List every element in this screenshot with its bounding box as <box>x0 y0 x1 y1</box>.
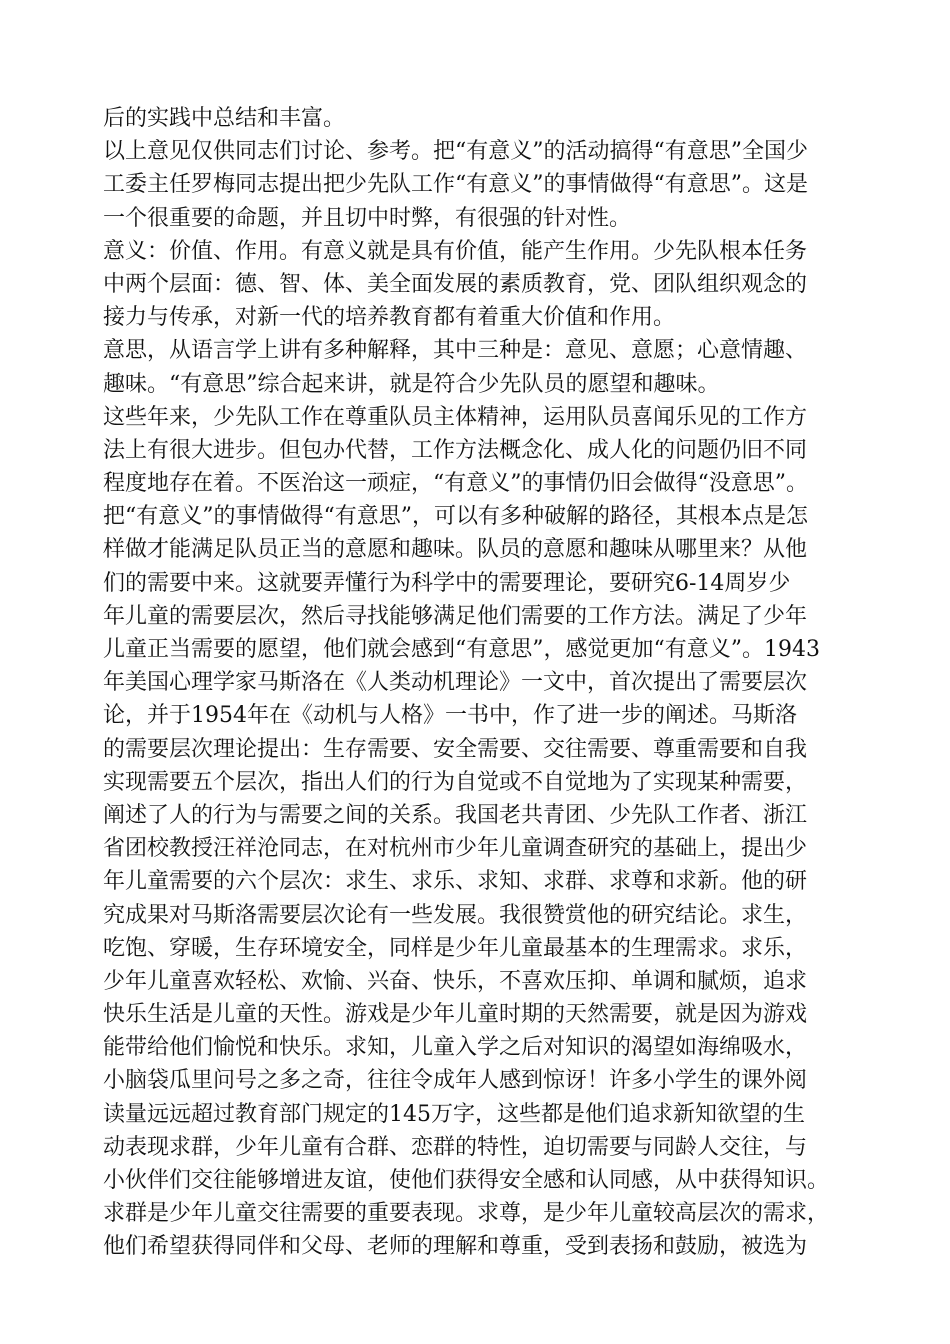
text-line: 接力与传承，对新一代的培养教育都有着重大价值和作用。 <box>103 305 676 331</box>
text-line: 工委主任罗梅同志提出把少先队工作“有意义”的事情做得“有意思”。这是 <box>103 172 808 198</box>
text-line: 意义：价值、作用。有意义就是具有价值，能产生作用。少先队根本任务 <box>103 238 808 264</box>
text-line: 程度地存在着。不医治这一顽症，“有意义”的事情仍旧会做得“没意思”。 <box>103 471 808 497</box>
text-line: 们的需要中来。这就要弄懂行为科学中的需要理论，要研究6-14周岁少 <box>103 570 791 596</box>
text-line: 年儿童需要的六个层次：求生、求乐、求知、求群、求尊和求新。他的研 <box>103 869 808 895</box>
text-line: 阐述了人的行为与需要之间的关系。我国老共青团、少先队工作者、浙江 <box>103 802 808 828</box>
text-line: 他们希望获得同伴和父母、老师的理解和尊重，受到表扬和鼓励，被选为 <box>103 1234 808 1260</box>
text-line: 以上意见仅供同志们讨论、参考。把“有意义”的活动搞得“有意思”全国少 <box>103 139 808 165</box>
text-line: 动表现求群，少年儿童有合群、恋群的特性，迫切需要与同龄人交往，与 <box>103 1134 808 1160</box>
text-line: 读量远远超过教育部门规定的145万字，这些都是他们追求新知欲望的生 <box>103 1101 805 1127</box>
text-line: 一个很重要的命题，并且切中时弊，有很强的针对性。 <box>103 205 632 231</box>
text-line: 小脑袋瓜里问号之多之奇，往往令成年人感到惊讶！许多小学生的课外阅 <box>103 1068 808 1094</box>
text-line: 论，并于1954年在《动机与人格》一书中，作了进一步的阐述。马斯洛 <box>103 703 797 729</box>
text-line: 快乐生活是儿童的天性。游戏是少年儿童时期的天然需要，就是因为游戏 <box>103 1002 808 1028</box>
text-line: 法上有很大进步。但包办代替，工作方法概念化、成人化的问题仍旧不同 <box>103 437 808 463</box>
text-line: 趣味。“有意思”综合起来讲，就是符合少先队员的愿望和趣味。 <box>103 371 720 397</box>
text-line: 小伙伴们交往能够增进友谊，使他们获得安全感和认同感，从中获得知识。 <box>103 1168 830 1193</box>
text-line: 的需要层次理论提出：生存需要、安全需要、交往需要、尊重需要和自我 <box>103 736 808 762</box>
text-line: 把“有意义”的事情做得“有意思”，可以有多种破解的路径，其根本点是怎 <box>103 504 808 530</box>
text-line: 年美国心理学家马斯洛在《人类动机理论》一文中，首次提出了需要层次 <box>103 670 808 696</box>
text-line: 这些年来，少先队工作在尊重队员主体精神，运用队员喜闻乐见的工作方 <box>103 404 808 430</box>
text-line: 省团校教授汪祥沧同志，在对杭州市少年儿童调查研究的基础上，提出少 <box>103 836 808 862</box>
text-line: 儿童正当需要的愿望，他们就会感到“有意思”，感觉更加“有意义”。1943 <box>103 637 820 662</box>
text-line: 后的实践中总结和丰富。 <box>103 106 346 131</box>
body-text <box>103 102 863 1264</box>
text-line: 意思，从语言学上讲有多种解释，其中三种是：意见、意愿；心意情趣、 <box>103 338 808 364</box>
text-line: 吃饱、穿暖，生存环境安全，同样是少年儿童最基本的生理需求。求乐， <box>103 935 808 961</box>
text-line: 中两个层面：德、智、体、美全面发展的素质教育，党、团队组织观念的 <box>103 271 808 297</box>
text-line: 能带给他们愉悦和快乐。求知，儿童入学之后对知识的渴望如海绵吸水， <box>103 1035 808 1061</box>
text-line: 求群是少年儿童交往需要的重要表现。求尊，是少年儿童较高层次的需求， <box>103 1201 830 1227</box>
text-line: 少年儿童喜欢轻松、欢愉、兴奋、快乐，不喜欢压抑、单调和腻烦，追求 <box>103 968 808 994</box>
text-line: 样做才能满足队员正当的意愿和趣味。队员的意愿和趣味从哪里来？从他 <box>103 537 808 563</box>
text-line: 年儿童的需要层次，然后寻找能够满足他们需要的工作方法。满足了少年 <box>103 603 808 629</box>
text-line: 实现需要五个层次，指出人们的行为自觉或不自觉地为了实现某种需要， <box>103 769 808 795</box>
text-line: 究成果对马斯洛需要层次论有一些发展。我很赞赏他的研究结论。求生， <box>103 902 808 928</box>
